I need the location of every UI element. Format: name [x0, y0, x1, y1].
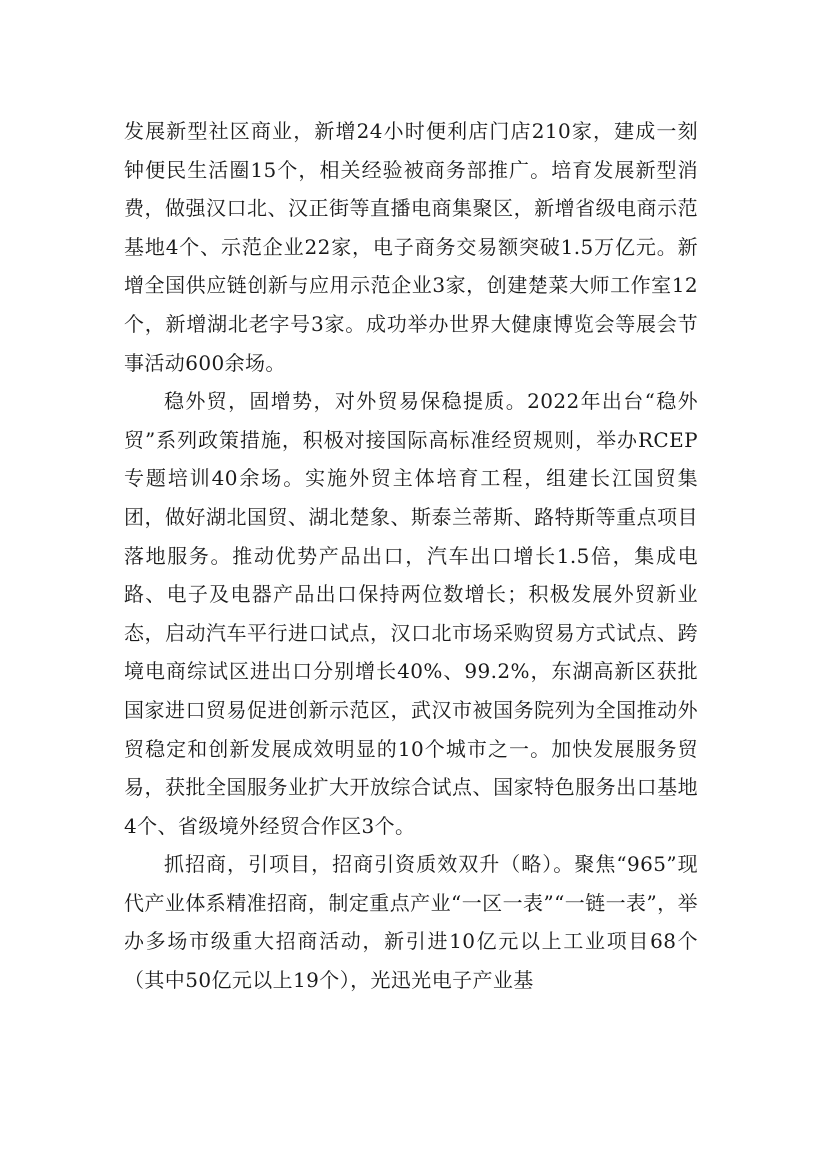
paragraph-investment-attraction: 抓招商，引项目，招商引资质效双升（略）。聚焦“965”现代产业体系精准招商，制定重点产业“一区一表”“一链一表”，举办多场市级重大招商活动，新引进10亿元以上工业项目68个（其中50亿元以上19个），光迅光电子产业基	[124, 852, 698, 993]
document-page	[124, 112, 698, 1000]
paragraph-foreign-trade: 稳外贸，固增势，对外贸易保稳提质。2022年出台“稳外贸”系列政策措施，积极对接国际高标准经贸规则，举办RCEP专题培训40余场。实施外贸主体培育工程，组建长江国贸集团，做好湖北国贸、湖北楚象、斯泰兰蒂斯、路特斯等重点项目落地服务。推动优势产品出口，汽车出口增长1.5倍，集成电路、电子及电器产品出口保持两位数增长；积极发展外贸新业态，启动汽车平行进口试点，汉口北市场采购贸易方式试点、跨境电商综试区进出口分别增长40%、99.2%，东湖高新区获批国家进口贸易促进创新示范区，武汉市被国务院列为全国推动外贸稳定和创新发展成效明显的10个城市之一。加快发展服务贸易，获批全国服务业扩大开放综合试点、国家特色服务出口基地4个、省级境外经贸合作区3个。	[124, 389, 698, 838]
paragraph-community-commerce: 发展新型社区商业，新增24小时便利店门店210家，建成一刻钟便民生活圈15个，相关经验被商务部推广。培育发展新型消费，做强汉口北、汉正街等直播电商集聚区，新增省级电商示范基地4个、示范企业22家，电子商务交易额突破1.5万亿元。新增全国供应链创新与应用示范企业3家，创建楚菜大师工作室12个，新增湖北老字号3家。成功举办世界大健康博览会等展会节事活动600余场。	[124, 119, 698, 375]
